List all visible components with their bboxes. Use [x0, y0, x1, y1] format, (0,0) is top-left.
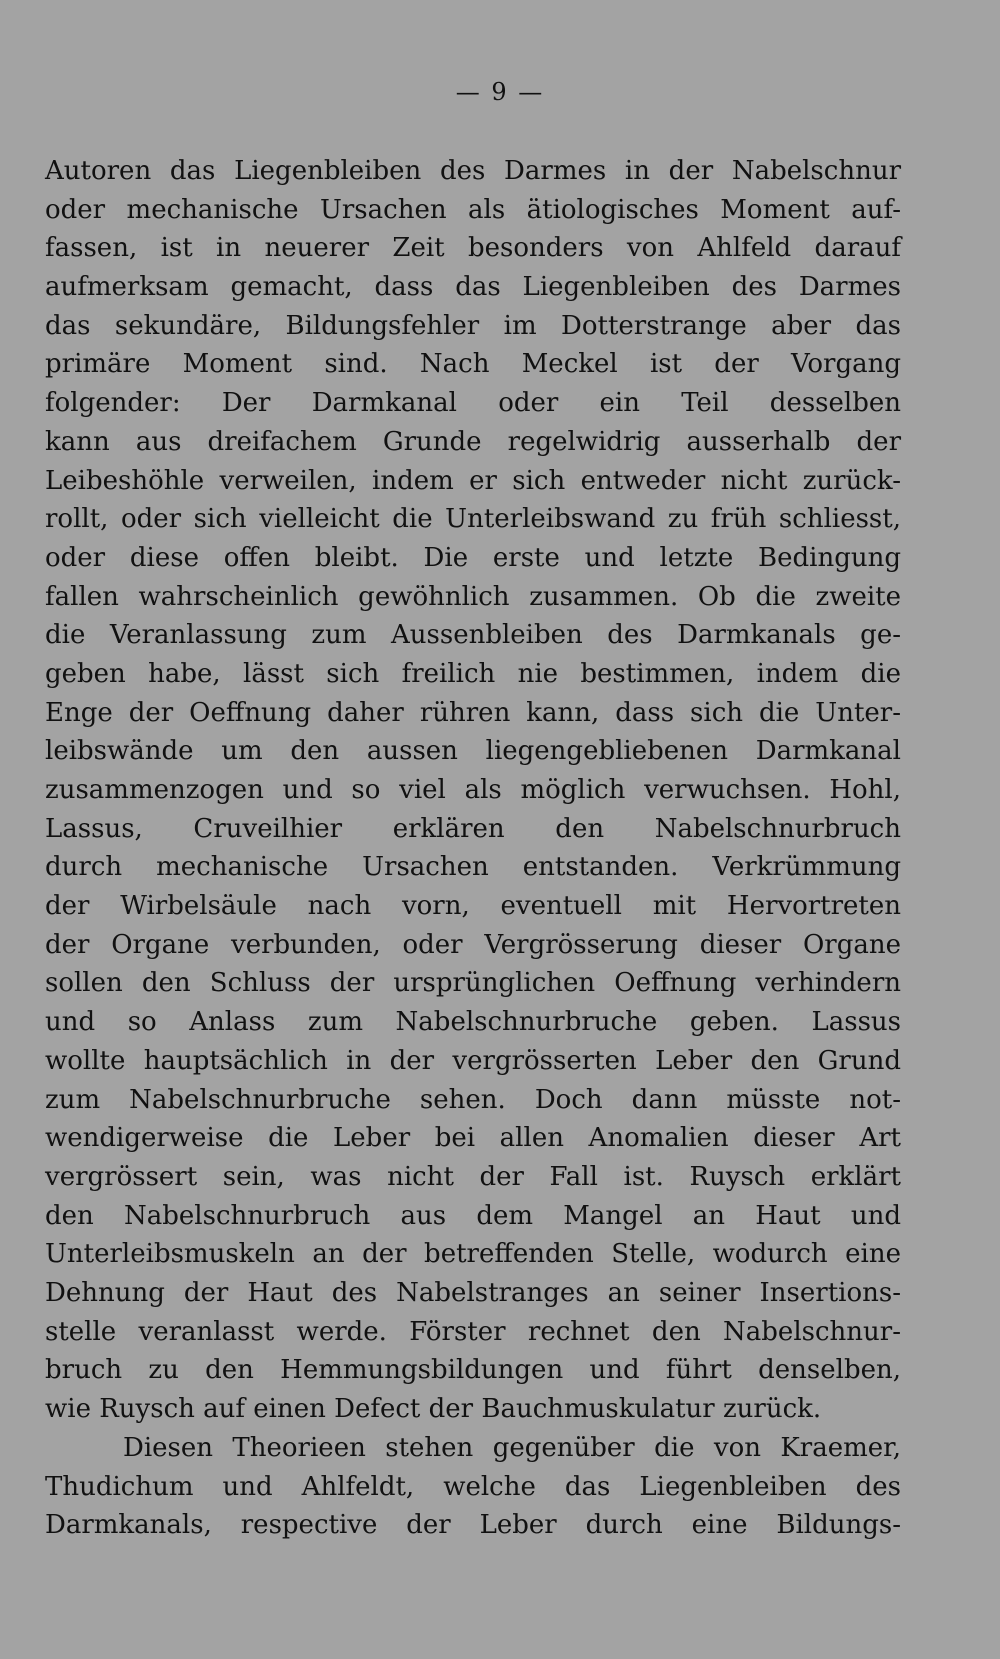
text-line: der Wirbelsäule nach vorn, eventuell mit Hervortreten [45, 891, 901, 922]
text-line: wollte hauptsächlich in der vergrösserten Leber den Grund [45, 1045, 901, 1076]
text-line: wie Ruysch auf einen Defect der Bauchmuskulatur zurück. [45, 1394, 822, 1424]
text-line: vergrössert sein, was nicht der Fall ist. Ruysch erklärt [45, 1161, 901, 1192]
text-line: leibswände um den aussen liegengebliebenen Darmkanal [45, 736, 901, 767]
text-line: zum Nabelschnurbruche sehen. Doch dann müsste not- [45, 1084, 901, 1115]
text-line: durch mechanische Ursachen entstanden. Verkrümmung [45, 852, 901, 883]
text-line: den Nabelschnurbruch aus dem Mangel an Haut und [45, 1200, 901, 1231]
text-line: das sekundäre, Bildungsfehler im Dotterstrange aber das [45, 310, 901, 341]
text-line: bruch zu den Hemmungsbildungen und führt denselben, [45, 1355, 901, 1386]
text-line: Enge der Oeffnung daher rühren kann, dass sich die Unter- [45, 697, 901, 728]
text-line: zusammenzogen und so viel als möglich verwuchsen. Hohl, [45, 775, 901, 805]
text-line: die Veranlassung zum Aussenbleiben des Darmkanals ge- [45, 620, 901, 651]
text-line: primäre Moment sind. Nach Meckel ist der Vorgang [45, 349, 901, 380]
text-line: sollen den Schluss der ursprünglichen Oeffnung verhindern [45, 968, 901, 999]
text-line: Dehnung der Haut des Nabelstranges an seiner Insertions- [45, 1277, 901, 1308]
text-line: und so Anlass zum Nabelschnurbruche geben. Lassus [45, 1007, 901, 1038]
text-line: Leibeshöhle verweilen, indem er sich entweder nicht zurück- [45, 465, 901, 496]
paragraph-2 [45, 1429, 901, 1545]
paragraph-1 [45, 152, 901, 1429]
text-line: oder mechanische Ursachen als ätiologisches Moment auf- [45, 194, 901, 225]
text-line: Diesen Theorieen stehen gegenüber die von Kraemer, [123, 1433, 901, 1463]
text-line: folgender: Der Darmkanal oder ein Teil desselben [45, 388, 901, 419]
text-line: Autoren das Liegenbleiben des Darmes in der Nabelschnur [45, 156, 901, 186]
text-line: stelle veranlasst werde. Förster rechnet den Nabelschnur- [45, 1316, 901, 1347]
text-line: fallen wahrscheinlich gewöhnlich zusammen. Ob die zweite [45, 581, 901, 612]
text-line: rollt, oder sich vielleicht die Unterleibswand zu früh schliesst, [45, 504, 901, 535]
text-line: Lassus, Cruveilhier erklären den Nabelschnurbruch [45, 813, 901, 844]
text-line: kann aus dreifachem Grunde regelwidrig ausserhalb der [45, 426, 901, 457]
text-line: Unterleibsmuskeln an der betreffenden Stelle, wodurch eine [45, 1239, 901, 1270]
text-line: Thudichum und Ahlfeldt, welche das Liegenbleiben des [45, 1471, 901, 1502]
text-line: wendigerweise die Leber bei allen Anomalien dieser Art [45, 1123, 901, 1154]
text-line: oder diese offen bleibt. Die erste und letzte Bedingung [45, 542, 901, 573]
text-line: fassen, ist in neuerer Zeit besonders von Ahlfeld darauf [45, 233, 901, 264]
page-number-header: — 9 — [455, 78, 545, 106]
text-line: aufmerksam gemacht, dass das Liegenbleiben des Darmes [45, 272, 901, 303]
text-line: geben habe, lässt sich freilich nie bestimmen, indem die [45, 658, 901, 689]
text-line: der Organe verbunden, oder Vergrösserung dieser Organe [45, 929, 901, 960]
text-line: Darmkanals, respective der Leber durch eine Bildungs- [45, 1510, 901, 1541]
